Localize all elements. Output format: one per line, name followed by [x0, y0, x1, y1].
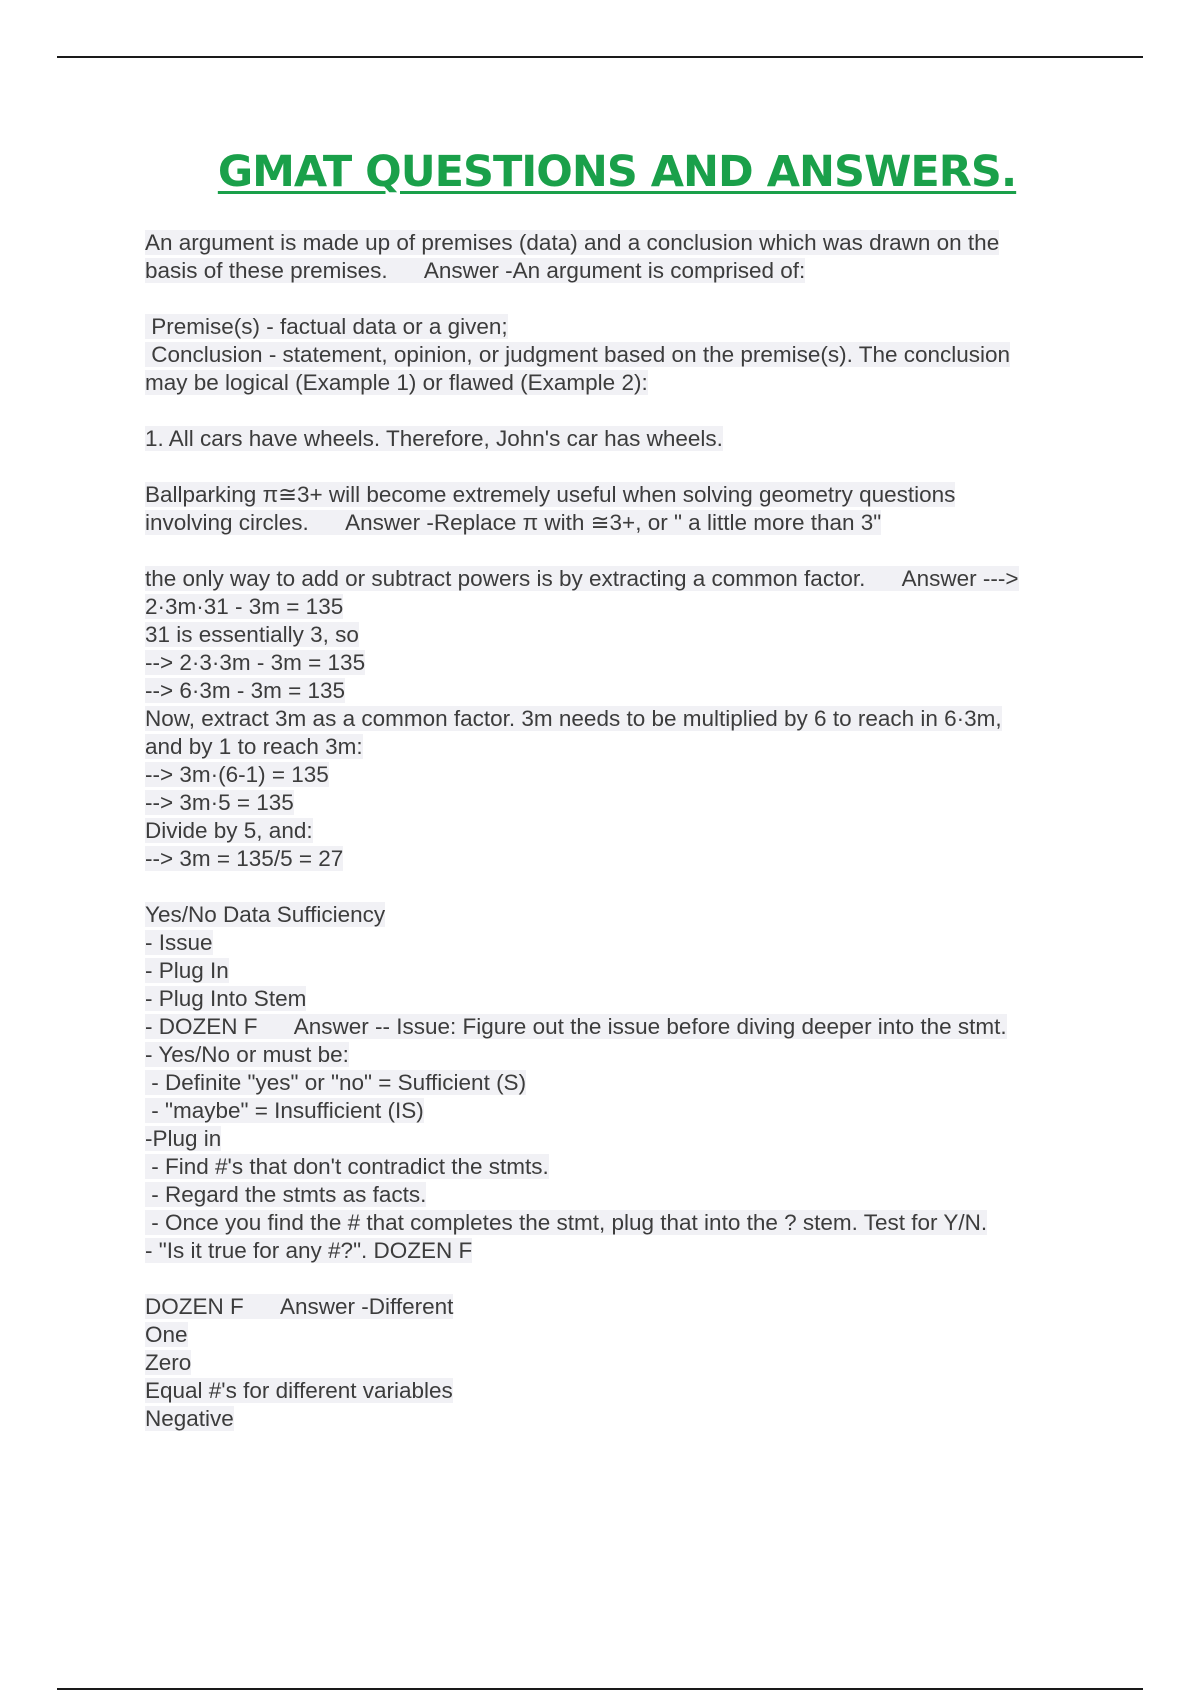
- text-line-content: 1. All cars have wheels. Therefore, John's car has wheels.: [145, 426, 723, 451]
- text-line-content: Zero: [145, 1350, 192, 1375]
- text-line-content: --> 2·3·3m - 3m = 135: [145, 650, 366, 675]
- text-line: [145, 789, 1105, 817]
- text-line-content: - Issue: [145, 930, 213, 955]
- text-line: [145, 481, 1105, 509]
- text-line-content: - DOZEN F Answer -- Issue: Figure out the issue before diving deeper into the stmt.: [145, 1014, 1007, 1039]
- document-title: [0, 147, 1200, 197]
- text-line-content: --> 3m·5 = 135: [145, 790, 294, 815]
- text-line-content: Divide by 5, and:: [145, 818, 313, 843]
- blank-line: [145, 873, 1105, 901]
- text-line-content: involving circles. Answer -Replace π with ≅3+, or " a little more than 3": [145, 510, 882, 535]
- text-line: [145, 817, 1105, 845]
- blank-line: [145, 453, 1105, 481]
- top-rule: [57, 56, 1143, 58]
- text-line: [145, 369, 1105, 397]
- blank-line: [145, 1265, 1105, 1293]
- text-line: [145, 341, 1105, 369]
- text-line: [145, 705, 1105, 733]
- text-line-content: Ballparking π≅3+ will become extremely useful when solving geometry questions: [145, 482, 956, 507]
- text-line: [145, 985, 1105, 1013]
- text-line-content: Equal #'s for different variables: [145, 1378, 453, 1403]
- text-line: [145, 901, 1105, 929]
- text-line-content: Negative: [145, 1406, 234, 1431]
- text-line: [145, 1097, 1105, 1125]
- text-line-content: the only way to add or subtract powers is by extracting a common factor. Answer --->: [145, 566, 1019, 591]
- text-line-content: 31 is essentially 3, so: [145, 622, 359, 647]
- text-line-content: Yes/No Data Sufficiency: [145, 902, 386, 927]
- text-line-content: - Plug Into Stem: [145, 986, 307, 1011]
- text-line-content: - Definite "yes" or "no" = Sufficient (S): [145, 1070, 527, 1095]
- text-line-content: Conclusion - statement, opinion, or judgment based on the premise(s). The conclusion: [145, 342, 1011, 367]
- text-line: [145, 1041, 1105, 1069]
- blank-line: [145, 397, 1105, 425]
- text-line: [145, 1237, 1105, 1265]
- text-line-content: and by 1 to reach 3m:: [145, 734, 363, 759]
- text-line: [145, 1293, 1105, 1321]
- text-line: [145, 509, 1105, 537]
- text-line-content: - "maybe" = Insufficient (IS): [145, 1098, 424, 1123]
- text-line: [145, 1321, 1105, 1349]
- text-line-content: - Plug In: [145, 958, 229, 983]
- text-line-content: basis of these premises. Answer -An argument is comprised of:: [145, 258, 806, 283]
- text-line: [145, 621, 1105, 649]
- text-line: [145, 1125, 1105, 1153]
- text-line-content: -Plug in: [145, 1126, 222, 1151]
- text-line-content: DOZEN F Answer -Different: [145, 1294, 454, 1319]
- text-line-content: 2·3m·31 - 3m = 135: [145, 594, 344, 619]
- bottom-rule: [57, 1688, 1143, 1690]
- text-line: [145, 1377, 1105, 1405]
- text-line: [145, 677, 1105, 705]
- text-line: [145, 1181, 1105, 1209]
- text-line-content: --> 3m·(6-1) = 135: [145, 762, 329, 787]
- text-line: [145, 565, 1105, 593]
- text-line: [145, 733, 1105, 761]
- document-body: [145, 229, 1105, 1433]
- text-line: [145, 593, 1105, 621]
- text-line: [145, 845, 1105, 873]
- text-line-content: - Once you find the # that completes the stmt, plug that into the ? stem. Test for Y/N.: [145, 1210, 988, 1235]
- text-line-content: may be logical (Example 1) or flawed (Example 2):: [145, 370, 648, 395]
- text-line-content: - Find #'s that don't contradict the stmts.: [145, 1154, 549, 1179]
- text-line: [145, 257, 1105, 285]
- blank-line: [145, 537, 1105, 565]
- text-line: [145, 1405, 1105, 1433]
- text-line: [145, 313, 1105, 341]
- text-line: [145, 229, 1105, 257]
- text-line-content: --> 6·3m - 3m = 135: [145, 678, 346, 703]
- document-title-text: GMAT QUESTIONS AND ANSWERS.: [217, 147, 1017, 197]
- text-line-content: - Regard the stmts as facts.: [145, 1182, 427, 1207]
- text-line-content: Premise(s) - factual data or a given;: [145, 314, 508, 339]
- text-line: [145, 929, 1105, 957]
- text-line-content: - "Is it true for any #?". DOZEN F: [145, 1238, 473, 1263]
- text-line-content: --> 3m = 135/5 = 27: [145, 846, 344, 871]
- text-line-content: Now, extract 3m as a common factor. 3m needs to be multiplied by 6 to reach in 6·3m,: [145, 706, 1002, 731]
- text-line: [145, 1209, 1105, 1237]
- text-line-content: An argument is made up of premises (data) and a conclusion which was drawn on the: [145, 230, 1000, 255]
- text-line-content: One: [145, 1322, 188, 1347]
- blank-line: [145, 285, 1105, 313]
- text-line: [145, 1349, 1105, 1377]
- text-line: [145, 425, 1105, 453]
- text-line: [145, 649, 1105, 677]
- text-line: [145, 1013, 1105, 1041]
- text-line: [145, 761, 1105, 789]
- text-line: [145, 1069, 1105, 1097]
- text-line: [145, 1153, 1105, 1181]
- text-line: [145, 957, 1105, 985]
- text-line-content: - Yes/No or must be:: [145, 1042, 349, 1067]
